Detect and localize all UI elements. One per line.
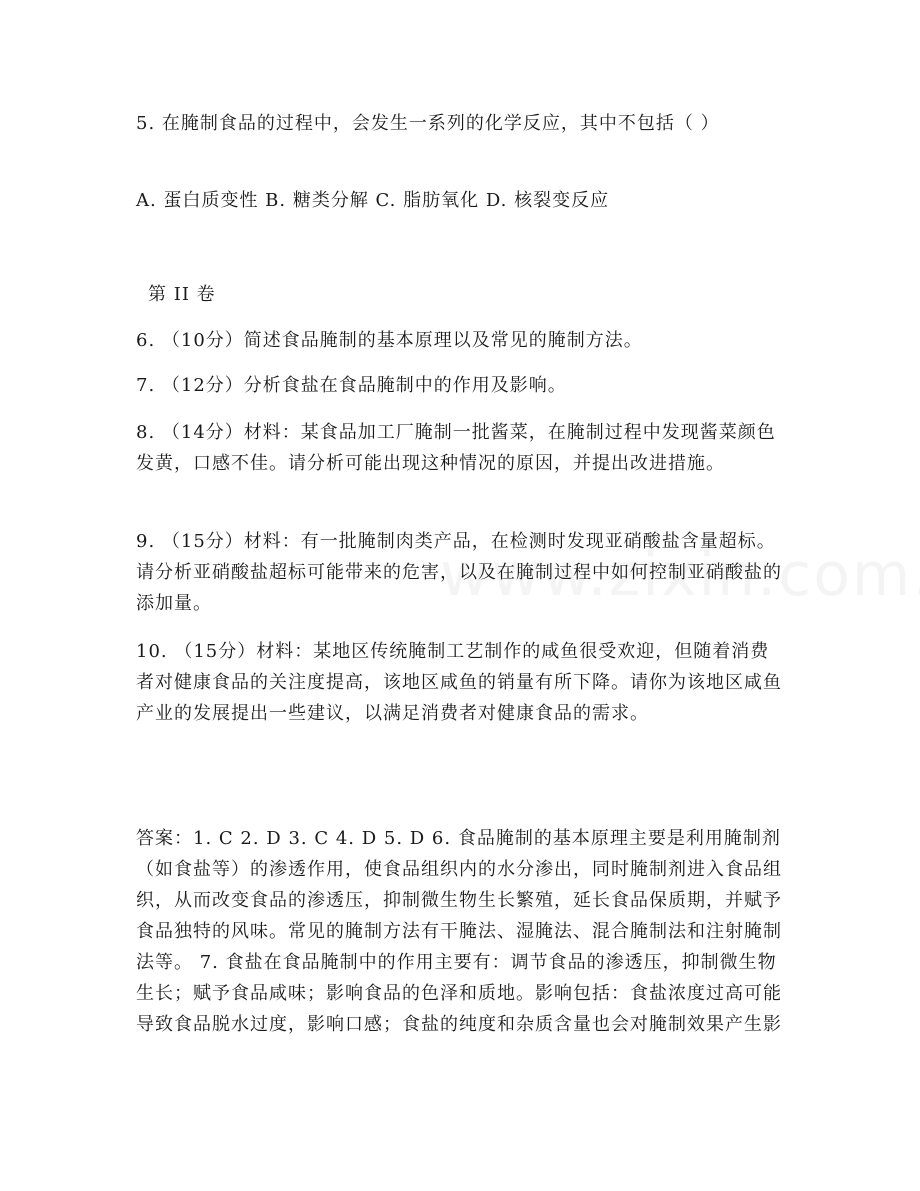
question-9 (136, 526, 786, 619)
question-7 (136, 370, 786, 401)
answer-text: 答案：1. C 2. D 3. C 4. D 5. D 6. 食品腌制的基本原理主要是利用腌制剂（如食盐等）的渗透作用，使食品组织内的水分渗出，同时腌制剂进入食品组织，从而改变食品的渗透压，抑制微生物生长繁殖，延长食品保质期，并赋予食品独特的风味。常见的腌制方法有干腌法、湿腌法、混合腌制法和注射腌制法等。 7. 食盐在食品腌制中的作用主要有：调节食品的渗透压，抑制微生物生长；赋予食品咸味；影响食品的色泽和质地。影响包括：食盐浓度过高可能导致食品脱水过度，影响口感；食盐的纯度和杂质含量也会对腌制效果产生影 (136, 828, 782, 1035)
question-8 (136, 417, 786, 479)
question-5-options-text: A. 蛋白质变性 B. 糖类分解 C. 脂肪氧化 D. 核裂变反应 (136, 190, 610, 211)
question-5-options (136, 185, 786, 216)
answer-section (136, 823, 786, 1040)
question-6-text: 6. （10分）简述食品腌制的基本原理以及常见的腌制方法。 (136, 330, 643, 351)
question-7-text: 7. （12分）分析食盐在食品腌制中的作用及影响。 (136, 375, 567, 396)
section-title (148, 279, 798, 310)
question-5 (136, 108, 786, 139)
question-5-text: 5. 在腌制食品的过程中，会发生一系列的化学反应，其中不包括（ ） (136, 113, 720, 134)
question-9-text: 9. （15分）材料：有一批腌制肉类产品，在检测时发现亚硝酸盐含量超标。请分析亚硝酸盐超标可能带来的危害，以及在腌制过程中如何控制亚硝酸盐的添加量。 (136, 531, 782, 614)
question-10 (136, 636, 786, 729)
question-10-text: 10. （15分）材料：某地区传统腌制工艺制作的咸鱼很受欢迎，但随着消费者对健康食品的关注度提高，该地区咸鱼的销量有所下降。请你为该地区咸鱼产业的发展提出一些建议，以满足消费者对健康食品的需求。 (136, 641, 782, 724)
section-title-text: 第 II 卷 (148, 284, 216, 305)
question-8-text: 8. （14分）材料：某食品加工厂腌制一批酱菜，在腌制过程中发现酱菜颜色发黄，口感不佳。请分析可能出现这种情况的原因，并提出改进措施。 (136, 422, 776, 474)
question-6 (136, 325, 786, 356)
